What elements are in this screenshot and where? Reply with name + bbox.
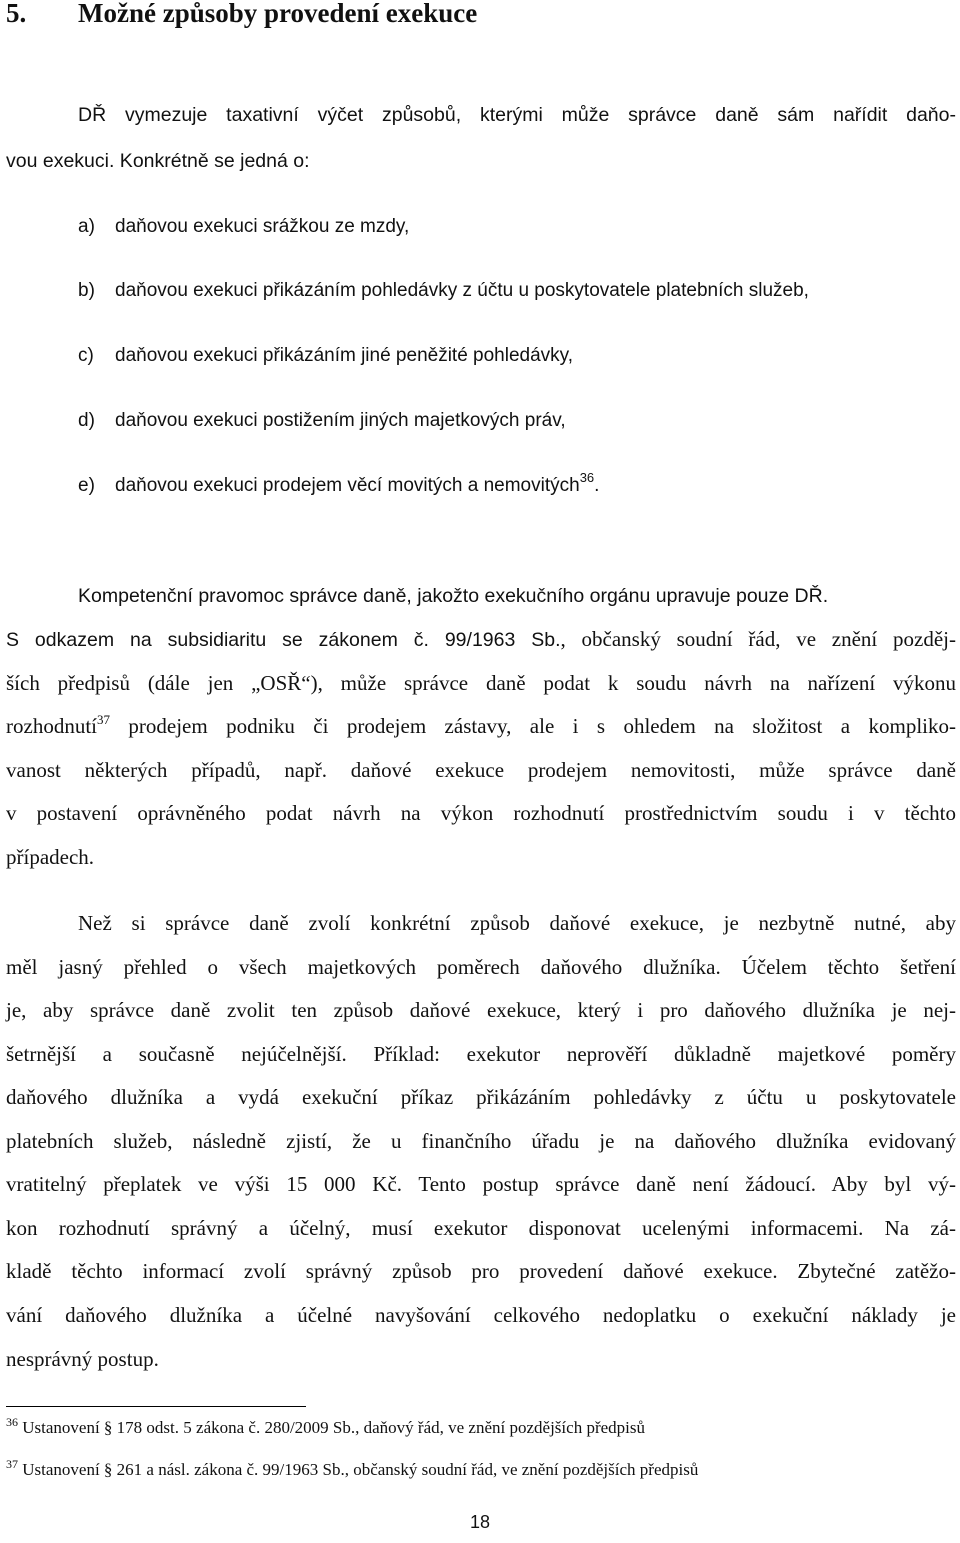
intro-line-1: DŘ vymezuje taxativní výčet způsobů, kterými může správce daně sám nařídit daňo- [78, 104, 956, 126]
para2-line-4-a: rozhodnutí [6, 714, 97, 738]
list-text: daňovou exekuci postižením jiných majetkových práv, [115, 410, 566, 431]
para3-line-9: kladě těchto informací zvolí správný způsob pro provedení daňové exekuce. Zbytečné zatěžo- [6, 1259, 956, 1283]
para2-line-3: ších předpisů (dále jen „OSŘ“), může správce daně podat k soudu návrh na nařízení výkonu [6, 671, 956, 695]
section-number: 5. [6, 0, 27, 28]
section-title: Možné způsoby provedení exekuce [78, 0, 478, 28]
para2-line-2-c: , občanský soudní řád, ve znění pozděj- [560, 627, 956, 651]
para2-line-1: Kompetenční pravomoc správce daně, jakožto exekučního orgánu upravuje pouze DŘ. [78, 585, 829, 607]
list-item [78, 410, 566, 432]
para3-line-2: měl jasný přehled o všech majetkových poměrech daňového dlužníka. Účelem těchto šetření [6, 955, 956, 979]
list-label: e) [78, 475, 95, 496]
para3-line-5: daňového dlužníka a vydá exekuční příkaz přikázáním pohledávky z účtu u poskytovatele [6, 1085, 956, 1109]
list-label: a) [78, 216, 95, 237]
list-item [78, 470, 600, 497]
intro-line-2: vou exekuci. Konkrétně se jedná o: [6, 150, 310, 172]
footnote-number: 37 [6, 1457, 18, 1471]
list-label: c) [78, 345, 94, 366]
list-text: daňovou exekuci přikázáním jiné peněžité pohledávky, [115, 345, 574, 366]
list-item [78, 216, 409, 238]
footnote-text: Ustanovení § 178 odst. 5 zákona č. 280/2009 Sb., daňový řád, ve znění pozdějších předpisů [22, 1418, 645, 1437]
para2-line-6: v postavení oprávněného podat návrh na výkon rozhodnutí prostřednictvím soudu i v těchto [6, 801, 956, 825]
footnote-ref-37: 37 [96, 712, 110, 727]
list-text: daňovou exekuci přikázáním pohledávky z účtu u poskytovatele platebních služeb, [115, 280, 809, 301]
list-label: d) [78, 410, 95, 431]
para3-line-1: Než si správce daně zvolí konkrétní způsob daňové exekuce, je nezbytně nutné, aby [78, 911, 956, 935]
para3-line-8: kon rozhodnutí správný a účelný, musí exekutor disponovat ucelenými informacemi. Na zá- [6, 1216, 956, 1240]
list-text: daňovou exekuci srážkou ze mzdy, [115, 216, 410, 237]
page-number: 18 [469, 1512, 491, 1532]
para2-line-2-a: S odkazem na subsidiaritu se zákonem č. 99/1963 [6, 629, 532, 651]
footnote [6, 1457, 699, 1480]
para3-line-3: je, aby správce daně zvolit ten způsob daňové exekuce, který i pro daňového dlužníka je nej- [6, 998, 956, 1022]
para2-line-5: vanost některých případů, např. daňové exekuce prodejem nemovitosti, může správce daně [6, 758, 956, 782]
list-item [78, 280, 809, 302]
footnote-separator [6, 1406, 306, 1407]
para2-line-2-b: Sb. [531, 629, 561, 651]
footnote-number: 36 [6, 1415, 18, 1429]
para3-line-11: nesprávný postup. [6, 1347, 159, 1371]
list-item [78, 345, 573, 367]
footnote-text: Ustanovení § 261 a násl. zákona č. 99/1963 Sb., občanský soudní řád, ve znění pozdějších předpisů [22, 1460, 699, 1479]
para2-line-7: případech. [6, 845, 95, 869]
footnote [6, 1415, 645, 1438]
list-label: b) [78, 280, 95, 301]
para3-line-6: platebních služeb, následně zjistí, že u finančního úřadu je na daňového dlužníka evidovaný [6, 1129, 956, 1153]
list-tail: . [594, 475, 600, 496]
para3-line-7: vratitelný přeplatek ve výši 15 000 Kč. Tento postup správce daně není žádoucí. Aby byl vý- [6, 1172, 956, 1196]
para3-line-10: vání daňového dlužníka a účelné navyšování celkového nedoplatku o exekuční náklady je [6, 1303, 956, 1327]
para3-line-4: šetrnější a současně nejúčelnější. Příklad: exekutor neprověří důkladně majetkové poměry [6, 1042, 956, 1066]
list-text: daňovou exekuci prodejem věcí movitých a nemovitých [115, 475, 580, 496]
para2-line-4 [6, 714, 956, 739]
footnote-ref-36: 36 [579, 470, 595, 485]
para2-line-2 [6, 627, 956, 652]
para2-line-4-b: prodejem podniku či prodejem zástavy, ale i s ohledem na složitost a kompliko- [109, 714, 956, 738]
section-heading [6, 0, 477, 29]
